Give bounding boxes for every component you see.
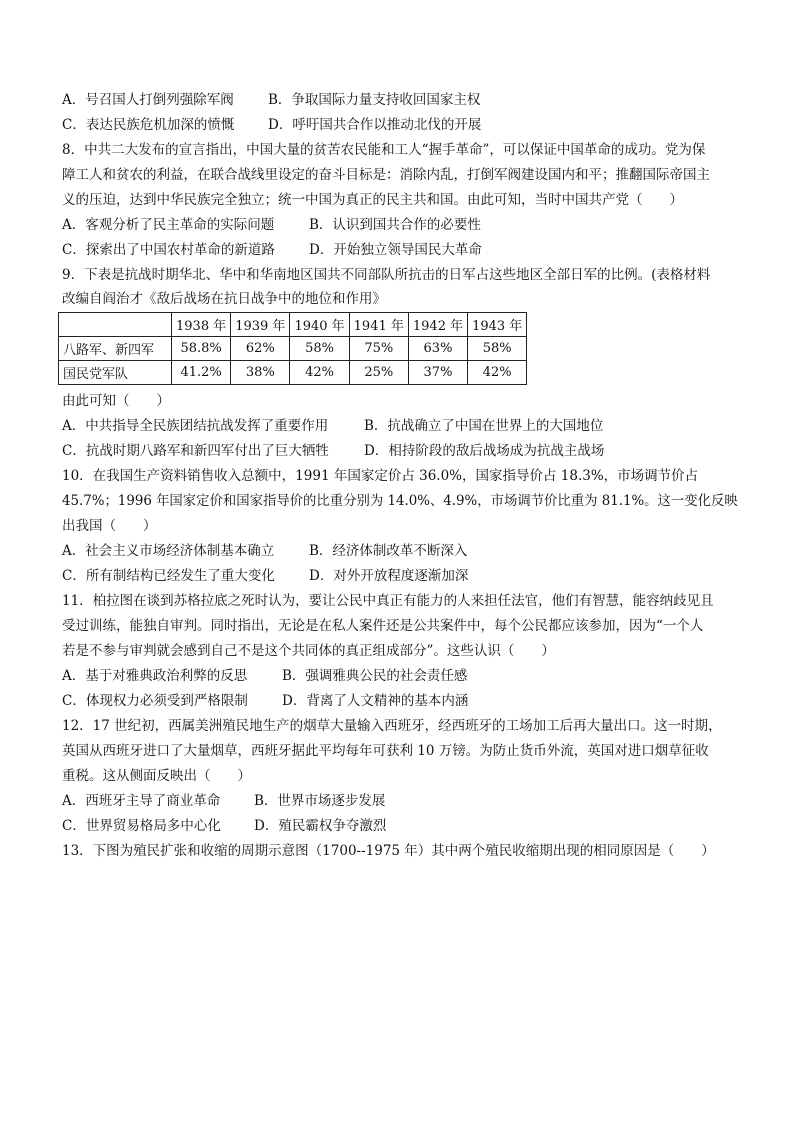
table-year-cell: 1943 年 [468,313,527,337]
q10-option-c: C．所有制结构已经发生了重大变化 [62,568,275,584]
table-row-label: 八路军、新四军 [59,337,172,361]
q10-option-d: D．对外开放程度逐渐加深 [309,568,469,584]
q8-option-d: D．开始独立领导国民大革命 [309,242,482,258]
q12-stem-line1: 12．17 世纪初，西属美洲殖民地生产的烟草大量输入西班牙，经西班牙的工场加工后再大量出口。这一时期， [62,718,722,734]
q9-after-table: 由此可知（ ） [62,393,170,409]
table-cell: 63% [408,337,467,361]
q11-option-b: B．强调雅典公民的社会责任感 [282,668,468,684]
table-year-cell: 1940 年 [290,313,349,337]
q11-option-a: A．基于对雅典政治利弊的反思 [62,668,248,684]
q7-option-a: A．号召国人打倒列强除军阀 [62,92,234,108]
q11-option-c: C．体现权力必须受到严格限制 [62,693,248,709]
table-cell: 37% [408,361,467,385]
table-year-cell: 1941 年 [349,313,408,337]
q11-stem-line1: 11．柏拉图在谈到苏格拉底之死时认为，要让公民中真正有能力的人来担任法官，他们有智慧，能容纳歧见且 [62,593,714,609]
q9-option-a: A．中共指导全民族团结抗战发挥了重要作用 [62,418,329,434]
q9-option-d: D．相持阶段的敌后战场成为抗战主战场 [364,443,605,459]
q7-option-d: D．呼吁国共合作以推动北伐的开展 [268,117,482,133]
q9-option-c: C．抗战时期八路军和新四军付出了巨大牺牲 [62,443,329,459]
table-cell: 62% [231,337,290,361]
q11-stem-line2: 受过训练，能独自审判。同时指出，无论是在私人案件还是公共案件中，每个公民都应该参加，因为“一个人 [62,618,704,634]
q10-stem-line1: 10．在我国生产资料销售收入总额中，1991 年国家定价占 36.0%，国家指导价占 18.3%，市场调节价占 [62,468,699,484]
q12-option-c: C．世界贸易格局多中心化 [62,818,221,834]
q9-data-table [58,312,527,385]
table-cell: 42% [468,361,527,385]
q12-stem-line3: 重税。这从侧面反映出（ ） [62,768,251,784]
q8-stem-line1: 8．中共二大发布的宣言指出，中国大量的贫苦农民能和工人“握手革命”，可以保证中国革命的成功。党为保 [62,142,706,158]
q9-stem-line2: 改编自阎治才《敌后战场在抗日战争中的地位和作用》 [62,291,386,307]
q12-stem-line2: 英国从西班牙进口了大量烟草，西班牙据此平均每年可获利 10 万镑。为防止货币外流，英国对进口烟草征收 [62,743,709,759]
table-cell: 58.8% [172,337,231,361]
q8-option-c: C．探索出了中国农村革命的新道路 [62,242,275,258]
q10-option-a: A．社会主义市场经济体制基本确立 [62,543,275,559]
q8-option-b: B．认识到国共合作的必要性 [309,217,481,233]
table-cell: 42% [290,361,349,385]
q10-stem-line2: 45.7%；1996 年国家定价和国家指导价的比重分别为 14.0%、4.9%，市场调节价比重为 81.1%。这一变化反映 [62,493,738,509]
q12-option-a: A．西班牙主导了商业革命 [62,793,221,809]
q13-stem-line1: 13．下图为殖民扩张和收缩的周期示意图（1700--1975 年）其中两个殖民收缩期出现的相同原因是（ ） [62,843,715,859]
table-year-cell: 1939 年 [231,313,290,337]
table-cell: 41.2% [172,361,231,385]
table-cell: 38% [231,361,290,385]
table-cell: 58% [290,337,349,361]
q8-stem-line2: 障工人和贫农的利益，在联合战线里设定的奋斗目标是：消除内乱，打倒军阀建设国内和平；推翻国际帝国主 [62,167,710,183]
q10-option-b: B．经济体制改革不断深入 [309,543,468,559]
q8-option-a: A．客观分析了民主革命的实际问题 [62,217,275,233]
q8-stem-line3: 义的压迫，达到中华民族完全独立；统一中国为真正的民主共和国。由此可知，当时中国共产党（ ） [62,192,683,208]
table-cell: 58% [468,337,527,361]
table-cell: 25% [349,361,408,385]
q10-stem-line3: 出我国（ ） [62,518,157,534]
q9-option-b: B．抗战确立了中国在世界上的大国地位 [364,418,604,434]
q11-option-d: D．背离了人文精神的基本内涵 [282,693,469,709]
q12-option-b: B．世界市场逐步发展 [254,793,386,809]
q7-option-c: C．表达民族危机加深的愤慨 [62,117,235,133]
table-year-cell: 1938 年 [172,313,231,337]
q7-option-b: B．争取国际力量支持收回国家主权 [268,92,481,108]
table-header-row [59,313,527,337]
table-year-cell: 1942 年 [408,313,467,337]
table-row-label: 国民党军队 [59,361,172,385]
q12-option-d: D．殖民霸权争夺激烈 [254,818,387,834]
q11-stem-line3: 若是不参与审判就会感到自己不是这个共同体的真正组成部分”。这些认识（ ） [62,643,555,659]
table-corner-cell [59,313,172,337]
table-row [59,361,527,385]
table-row [59,337,527,361]
table-cell: 75% [349,337,408,361]
q9-stem-line1: 9．下表是抗战时期华北、华中和华南地区国共不同部队所抗击的日军占这些地区全部日军的比例。(表格材料 [62,267,711,283]
